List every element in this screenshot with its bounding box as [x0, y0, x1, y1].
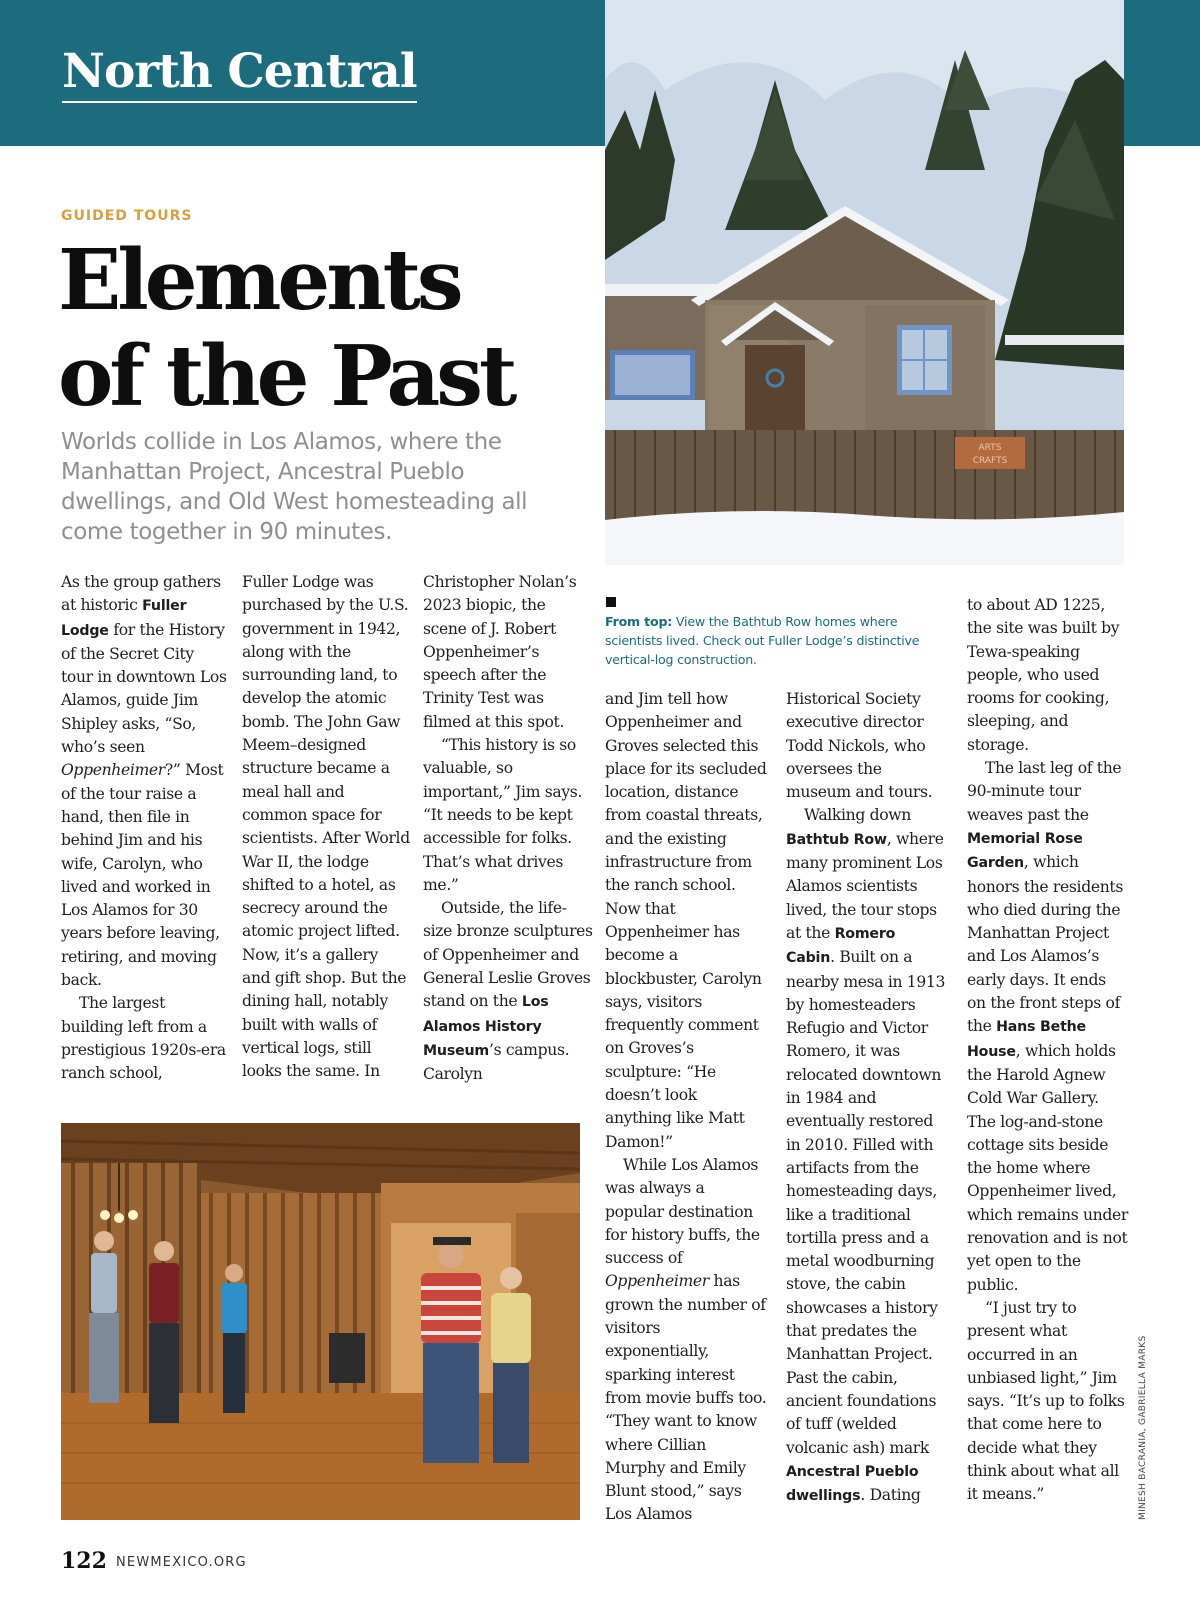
body-paragraph: Outside, the life-size bronze sculptures of Oppenheimer and General Leslie Groves stand on the Los Alamos History Museum’s campus. Carolyn [423, 899, 593, 1084]
body-paragraph: to about AD 1225, the site was built by Tewa-speaking people, who used rooms for cooking, sleeping, and storage. [967, 596, 1120, 754]
body-paragraph: “I just try to present what occurred in an unbiased light,” Jim says. “It’s up to folks that come here to decide what they think about what all it means.” [967, 1298, 1125, 1504]
photo-credit: MINESH BACRANIA, GABRIELLA MARKS [1138, 1335, 1148, 1520]
body-paragraph: While Los Alamos was always a popular destination for history buffs, the success of Oppenheimer has grown the number of visitors exponentially, sparking interest from movie buffs too. “They want to know where Cillian Murphy and Emily Blunt stood,” says Los Alamos [605, 1155, 767, 1524]
body-paragraph: Historical Society executive director Todd Nickols, who oversees the museum and tours. [786, 690, 933, 802]
body-paragraph: Christopher Nolan’s 2023 biopic, the scene of J. Robert Oppenheimer’s speech after the Trinity Test was filmed at this spot. [423, 573, 577, 731]
body-paragraph: and Jim tell how Oppenheimer and Groves selected this place for its secluded location, distance from coastal threats, and the existing infrastructure from the ranch school. Now that Oppenheimer has become a blockbuster, Carolyn says, visitors frequently comment on Groves’s sculpture: “He doesn’t look anything like Matt Damon!” [605, 690, 767, 1151]
article-kicker: GUIDED TOURS [61, 208, 193, 224]
body-paragraph: The largest building left from a prestigious 1920s-era ranch school, [61, 994, 226, 1083]
article-headline [58, 232, 598, 424]
body-column-4 [605, 688, 767, 1527]
caption-text: View the Bathtub Row homes where scientists lived. Check out Fuller Lodge’s distinctive vertical-log construction. [605, 614, 920, 667]
caption-lead: From top: [605, 614, 673, 629]
photo-romero-cabin [605, 0, 1124, 565]
headline-line-1: Elements [58, 231, 460, 329]
headline-line-2: of the Past [58, 327, 514, 425]
photo-caption [605, 612, 940, 669]
section-title: North Central [62, 44, 417, 103]
cabin-sign-line1: ARTS [978, 443, 1002, 453]
body-column-3 [423, 571, 593, 1087]
photo-fuller-lodge-interior [61, 1123, 580, 1520]
body-paragraph: Fuller Lodge was purchased by the U.S. government in 1942, along with the surrounding land, to develop the atomic bomb. The John Gaw Meem–designed structure became a meal hall and common space for scientists. After World War II, the lodge shifted to a hotel, as secrecy around the atomic project lifted. Now, it’s a gallery and gift shop. But the dining hall, notably built with walls of vertical logs, still looks the same. In [242, 573, 410, 1081]
caption-marker [606, 597, 616, 607]
body-column-1 [61, 571, 227, 1086]
body-paragraph: Walking down Bathtub Row, where many prominent Los Alamos scientists lived, the tour stops at the Romero Cabin. Built on a nearby mesa in 1913 by homesteaders Refugio and Victor Romero, it was relocated downtown in 1984 and eventually restored in 2010. Filled with artifacts from the homesteading days, like a traditional tortilla press and a metal woodburning stove, the cabin showcases a history that predates the Manhattan Project. Past the cabin, ancient foundations of tuff (welded volcanic ash) mark Ancestral Pueblo dwellings. Dating [786, 806, 946, 1505]
page-number: 122 [61, 1548, 107, 1574]
body-column-5 [786, 688, 948, 1508]
body-paragraph: As the group gathers at historic Fuller Lodge for the History of the Secret City tour in downtown Los Alamos, guide Jim Shipley asks, “So, who’s seen Oppenheimer?” Most of the tour raise a hand, then file in behind Jim and his wife, Carolyn, who lived and worked in Los Alamos for 30 years before leaving, retiring, and moving back. [61, 573, 227, 990]
body-paragraph: The last leg of the 90-minute tour weaves past the Memorial Rose Garden, which honors the residents who died during the Manhattan Project and Los Alamos’s early days. It ends on the front steps of the Hans Bethe House, which holds the Harold Agnew Cold War Gallery. The log-and-stone cottage sits beside the home where Oppenheimer lived, which remains under renovation and is not yet open to the public. [967, 759, 1128, 1294]
body-paragraph: “This history is so valuable, so important,” Jim says. “It needs to be kept accessible for folks. That’s what drives me.” [423, 736, 583, 894]
body-column-2 [242, 571, 410, 1084]
cabin-sign-line2: CRAFTS [972, 456, 1008, 466]
footer-site: NEWMEXICO.ORG [116, 1555, 247, 1570]
body-column-6 [967, 594, 1129, 1507]
article-dek: Worlds collide in Los Alamos, where the Manhattan Project, Ancestral Pueblo dwellings, and Old West homesteading all come together in 90 minutes. [61, 429, 528, 545]
